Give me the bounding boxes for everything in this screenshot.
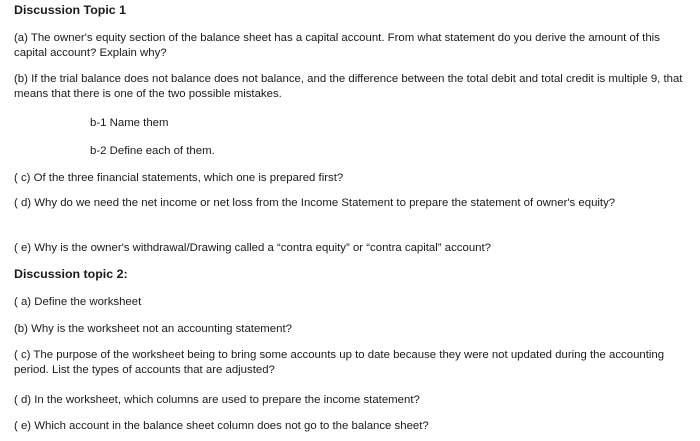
topic1-question-d: ( d) Why do we need the net income or net loss from the Income Statement to prepare the statement of owner's equity?	[14, 197, 616, 209]
topic2-question-a: ( a) Define the worksheet	[14, 296, 142, 308]
topic2-question-b: (b) Why is the worksheet not an accounting statement?	[14, 323, 292, 335]
topic1-question-b1: b-1 Name them	[90, 117, 169, 129]
topic1-question-e: ( e) Why is the owner's withdrawal/Drawing called a “contra equity” or “contra capital” account?	[14, 242, 491, 254]
topic2-question-d: ( d) In the worksheet, which columns are used to prepare the income statement?	[14, 394, 420, 406]
topic1-question-a: (a) The owner's equity section of the balance sheet has a capital account. From what statement do you derive the amount of this capital account? Explain why?	[14, 32, 660, 59]
topic2-question-c: ( c) The purpose of the worksheet being to bring some accounts up to date because they were not updated during the accounting period. List the types of accounts that are adjusted?	[14, 349, 665, 376]
topic2-question-e: ( e) Which account in the balance sheet column does not go to the balance sheet?	[14, 420, 429, 432]
topic1-heading: Discussion Topic 1	[14, 3, 126, 17]
topic1-question-b: (b) If the trial balance does not balance does not balance, and the difference between the total debit and total credit is multiple 9, that means that there is one of the two possible mistakes.	[14, 73, 683, 100]
topic2-heading: Discussion topic 2:	[14, 267, 128, 281]
topic1-question-c: ( c) Of the three financial statements, which one is prepared first?	[14, 172, 344, 184]
topic1-question-b2: b-2 Define each of them.	[90, 145, 215, 157]
